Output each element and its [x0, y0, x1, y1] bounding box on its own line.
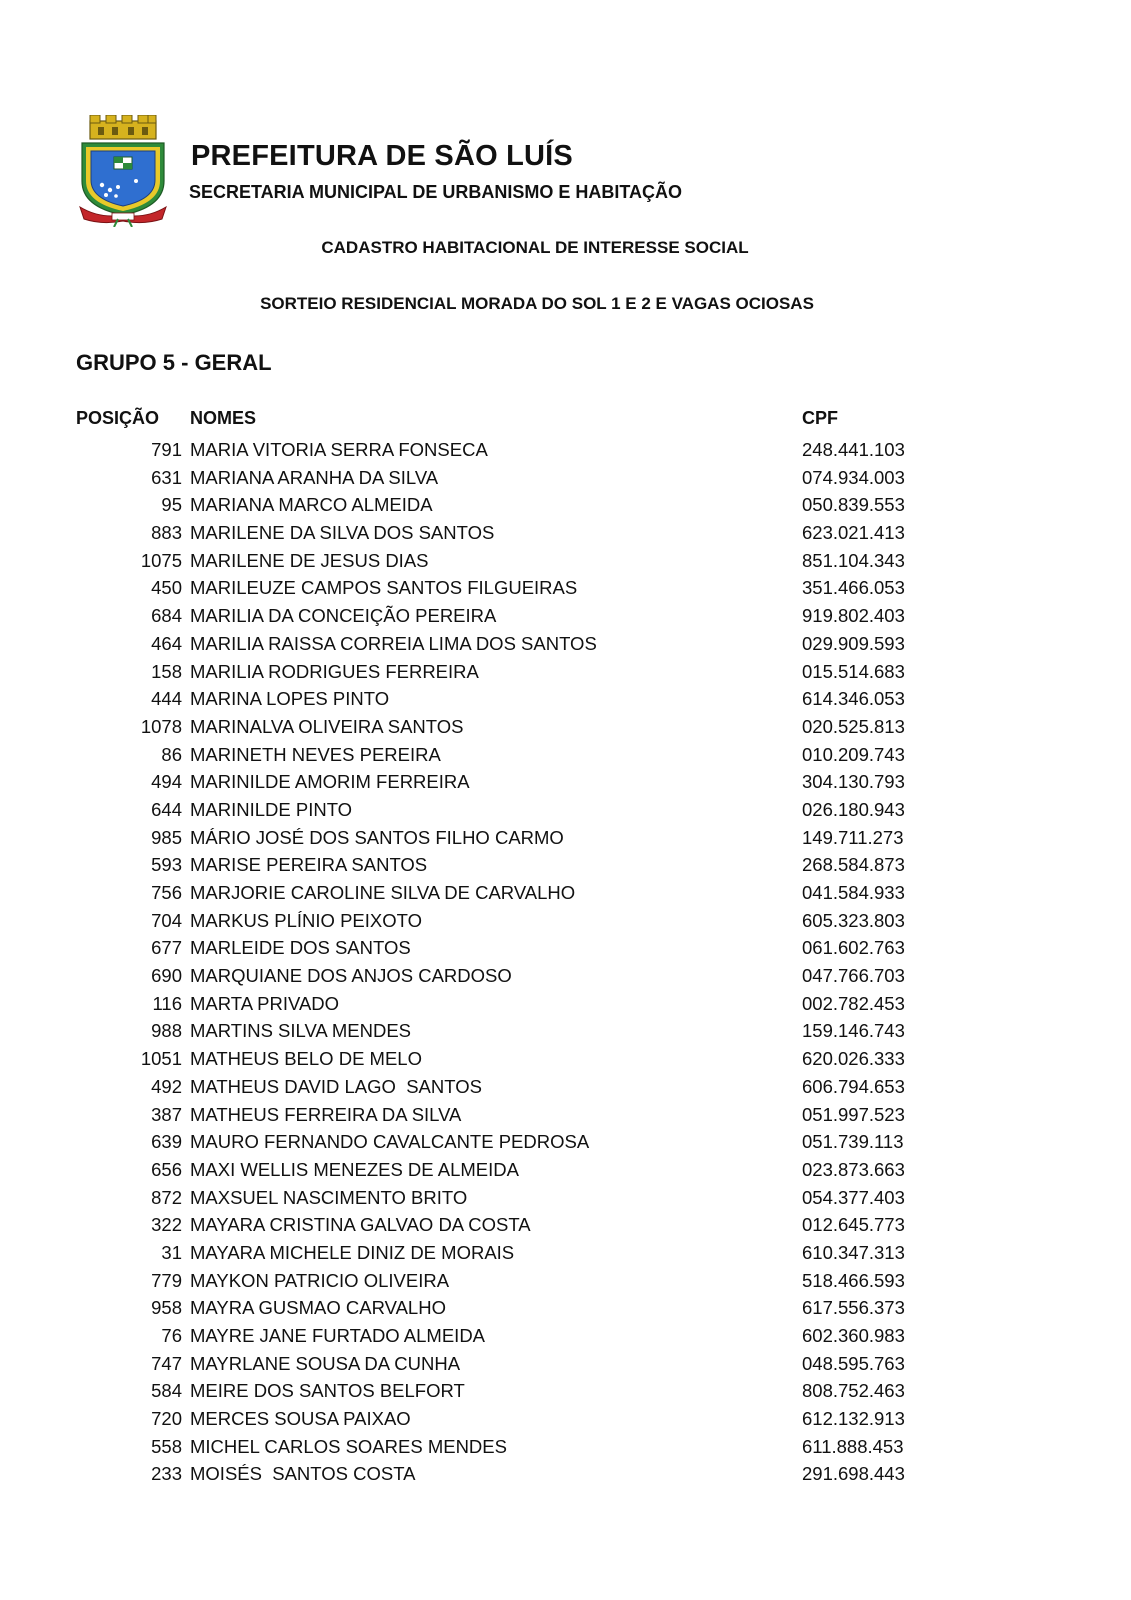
table-row	[0, 1156, 1131, 1184]
cell-name: MARIANA MARCO ALMEIDA	[190, 494, 433, 516]
cell-cpf: 620.026.333	[802, 1048, 905, 1070]
cell-name: MARINILDE AMORIM FERREIRA	[190, 771, 470, 793]
cell-name: MAURO FERNANDO CAVALCANTE PEDROSA	[190, 1131, 590, 1153]
cell-name: MARLEIDE DOS SANTOS	[190, 937, 411, 959]
table-row	[0, 1211, 1131, 1239]
cell-cpf: 061.602.763	[802, 937, 905, 959]
cell-name: MARILEUZE CAMPOS SANTOS FILGUEIRAS	[190, 577, 578, 599]
cell-cpf: 002.782.453	[802, 992, 905, 1014]
cell-name: MARISE PEREIRA SANTOS	[190, 854, 428, 876]
cell-cpf: 023.873.663	[802, 1158, 905, 1180]
cell-position: 690	[151, 965, 182, 987]
cell-cpf: 051.997.523	[802, 1103, 905, 1125]
cell-position: 593	[151, 854, 182, 876]
table-row	[0, 907, 1131, 935]
coat-of-arms-logo	[78, 115, 168, 227]
cell-position: 584	[151, 1380, 182, 1402]
cell-cpf: 602.360.983	[802, 1325, 905, 1346]
cell-position: 1078	[140, 715, 182, 737]
cell-cpf: 808.752.463	[802, 1380, 905, 1402]
cell-cpf: 611.888.453	[802, 1435, 904, 1457]
registry-heading: CADASTRO HABITACIONAL DE INTERESSE SOCIAL	[321, 238, 749, 257]
department-subtitle: SECRETARIA MUNICIPAL DE URBANISMO E HABITAÇÃO	[189, 182, 683, 202]
cell-cpf: 268.584.873	[802, 854, 905, 876]
table-row	[0, 990, 1131, 1018]
cell-position: 494	[151, 771, 182, 793]
table-row	[0, 1073, 1131, 1101]
cell-cpf: 606.794.653	[802, 1075, 905, 1097]
cell-position: 95	[161, 494, 182, 516]
cell-position: 747	[151, 1352, 182, 1374]
cell-name: MARINA LOPES PINTO	[190, 688, 390, 710]
cell-cpf: 050.839.553	[802, 494, 905, 516]
table-row	[0, 741, 1131, 769]
cell-position: 656	[151, 1158, 182, 1180]
cell-name: MARINILDE PINTO	[190, 798, 353, 820]
cell-name: MOISÉS SANTOS COSTA	[190, 1463, 416, 1485]
cell-cpf: 610.347.313	[802, 1241, 905, 1263]
cell-name: MARILIA RAISSA CORREIA LIMA DOS SANTOS	[190, 632, 597, 654]
cell-position: 958	[151, 1297, 182, 1319]
cell-position: 444	[151, 688, 182, 710]
table-row	[0, 1294, 1131, 1322]
table-row	[0, 1377, 1131, 1405]
table-row	[0, 1405, 1131, 1433]
table-row	[0, 1101, 1131, 1129]
table-row	[0, 1239, 1131, 1267]
column-header-position: POSIÇÃO	[76, 408, 160, 428]
table-row	[0, 1184, 1131, 1212]
table-row	[0, 879, 1131, 907]
cell-name: MATHEUS DAVID LAGO SANTOS	[190, 1075, 482, 1097]
cell-cpf: 149.711.273	[802, 826, 904, 848]
table-row	[0, 796, 1131, 824]
table-row	[0, 962, 1131, 990]
cell-cpf: 351.466.053	[802, 577, 905, 599]
cell-cpf: 015.514.683	[802, 660, 905, 682]
cell-cpf: 029.909.593	[802, 632, 905, 654]
page-title: PREFEITURA DE SÃO LUÍS	[191, 140, 573, 172]
cell-name: MAYKON PATRICIO OLIVEIRA	[190, 1269, 450, 1291]
cell-position: 883	[151, 522, 182, 544]
cell-position: 872	[151, 1186, 182, 1208]
cell-name: MÁRIO JOSÉ DOS SANTOS FILHO CARMO	[190, 826, 564, 848]
table-row	[0, 1350, 1131, 1378]
cell-name: MICHEL CARLOS SOARES MENDES	[190, 1435, 507, 1457]
cell-name: MARILIA RODRIGUES FERREIRA	[190, 660, 479, 682]
table-row	[0, 1433, 1131, 1461]
cell-name: MARINETH NEVES PEREIRA	[190, 743, 441, 765]
cell-position: 31	[161, 1241, 182, 1263]
table-row	[0, 1045, 1131, 1073]
cell-cpf: 026.180.943	[802, 798, 905, 820]
table-row	[0, 1460, 1131, 1488]
cell-position: 677	[151, 937, 182, 959]
table-row	[0, 685, 1131, 713]
cell-position: 791	[151, 439, 182, 460]
cell-name: MAYRLANE SOUSA DA CUNHA	[190, 1352, 461, 1374]
table-row	[0, 1267, 1131, 1295]
cell-name: MARTA PRIVADO	[190, 992, 340, 1014]
cell-name: MATHEUS BELO DE MELO	[190, 1048, 422, 1070]
cell-name: MAXI WELLIS MENEZES DE ALMEIDA	[190, 1158, 519, 1180]
cell-name: MATHEUS FERREIRA DA SILVA	[190, 1103, 462, 1125]
cell-position: 1075	[140, 549, 182, 571]
cell-cpf: 051.739.113	[802, 1131, 904, 1153]
cell-name: MARTINS SILVA MENDES	[190, 1020, 412, 1042]
table-row	[0, 436, 1131, 464]
cell-name: MARILIA DA CONCEIÇÃO PEREIRA	[190, 605, 497, 627]
cell-position: 450	[151, 577, 182, 599]
cell-name: MAYRA GUSMAO CARVALHO	[190, 1297, 446, 1319]
table-row	[0, 464, 1131, 492]
cell-position: 704	[151, 909, 182, 931]
table-body	[0, 436, 1131, 1488]
cell-cpf: 919.802.403	[802, 605, 905, 627]
table-row	[0, 519, 1131, 547]
cell-position: 76	[161, 1325, 182, 1346]
cell-cpf: 047.766.703	[802, 965, 905, 987]
cell-position: 779	[151, 1269, 182, 1291]
table-row	[0, 851, 1131, 879]
cell-cpf: 623.021.413	[802, 522, 905, 544]
table-row	[0, 630, 1131, 658]
crown-icon	[90, 115, 156, 139]
table-row	[0, 602, 1131, 630]
cell-position: 631	[151, 466, 182, 488]
cell-cpf: 605.323.803	[802, 909, 905, 931]
cell-cpf: 159.146.743	[802, 1020, 905, 1042]
cell-position: 985	[151, 826, 182, 848]
table-row	[0, 934, 1131, 962]
cell-position: 116	[152, 992, 182, 1014]
group-heading: GRUPO 5 - GERAL	[76, 350, 272, 375]
cell-cpf: 020.525.813	[802, 715, 905, 737]
cell-cpf: 614.346.053	[802, 688, 905, 710]
table-row	[0, 768, 1131, 796]
cell-position: 756	[151, 882, 182, 903]
cell-position: 639	[151, 1131, 182, 1153]
cell-cpf: 048.595.763	[802, 1352, 905, 1374]
cell-name: MARILENE DE JESUS DIAS	[190, 549, 429, 571]
cell-name: MAXSUEL NASCIMENTO BRITO	[190, 1186, 468, 1208]
column-header-cpf: CPF	[802, 408, 838, 428]
cell-name: MARJORIE CAROLINE SILVA DE CARVALHO	[190, 882, 576, 903]
cell-name: MARIANA ARANHA DA SILVA	[190, 466, 439, 488]
cell-position: 988	[151, 1020, 182, 1042]
cell-cpf: 851.104.343	[802, 549, 905, 571]
cell-cpf: 248.441.103	[802, 439, 905, 460]
cell-cpf: 012.645.773	[802, 1214, 905, 1236]
cell-cpf: 054.377.403	[802, 1186, 905, 1208]
table-row	[0, 547, 1131, 575]
cell-cpf: 041.584.933	[802, 882, 905, 903]
cell-name: MARKUS PLÍNIO PEIXOTO	[190, 909, 422, 931]
cell-position: 1051	[140, 1048, 182, 1070]
cell-position: 558	[151, 1435, 182, 1457]
cell-cpf: 291.698.443	[802, 1463, 905, 1485]
cell-cpf: 518.466.593	[802, 1269, 905, 1291]
table-row	[0, 1128, 1131, 1156]
table-row	[0, 574, 1131, 602]
cell-name: MARQUIANE DOS ANJOS CARDOSO	[190, 965, 512, 987]
table-row	[0, 491, 1131, 519]
cell-position: 322	[151, 1214, 182, 1236]
table-row	[0, 713, 1131, 741]
cell-name: MAYARA CRISTINA GALVAO DA COSTA	[190, 1214, 531, 1236]
cell-position: 387	[151, 1103, 182, 1125]
cell-cpf: 617.556.373	[802, 1297, 905, 1319]
cell-name: MARINALVA OLIVEIRA SANTOS	[190, 715, 464, 737]
cell-name: MARILENE DA SILVA DOS SANTOS	[190, 522, 495, 544]
cell-position: 492	[151, 1075, 182, 1097]
cell-position: 684	[151, 605, 182, 627]
table-row	[0, 658, 1131, 686]
table-row	[0, 1017, 1131, 1045]
cell-position: 86	[161, 743, 182, 765]
cell-name: MEIRE DOS SANTOS BELFORT	[190, 1380, 465, 1402]
table-row	[0, 1322, 1131, 1350]
cell-name: MAYARA MICHELE DINIZ DE MORAIS	[190, 1241, 515, 1263]
cell-cpf: 074.934.003	[802, 466, 905, 488]
cell-cpf: 010.209.743	[802, 743, 905, 765]
cell-position: 233	[151, 1463, 182, 1485]
column-header-names: NOMES	[190, 408, 257, 428]
cell-position: 720	[151, 1408, 182, 1430]
cell-name: MERCES SOUSA PAIXAO	[190, 1408, 411, 1430]
cell-cpf: 304.130.793	[802, 771, 905, 793]
cell-name: MARIA VITORIA SERRA FONSECA	[190, 439, 488, 460]
cell-position: 158	[151, 660, 182, 682]
cell-name: MAYRE JANE FURTADO ALMEIDA	[190, 1325, 486, 1346]
cell-position: 644	[151, 798, 182, 820]
table-row	[0, 824, 1131, 852]
cell-cpf: 612.132.913	[802, 1408, 905, 1430]
lottery-heading: SORTEIO RESIDENCIAL MORADA DO SOL 1 E 2 E VAGAS OCIOSAS	[260, 294, 814, 313]
cell-position: 464	[151, 632, 182, 654]
